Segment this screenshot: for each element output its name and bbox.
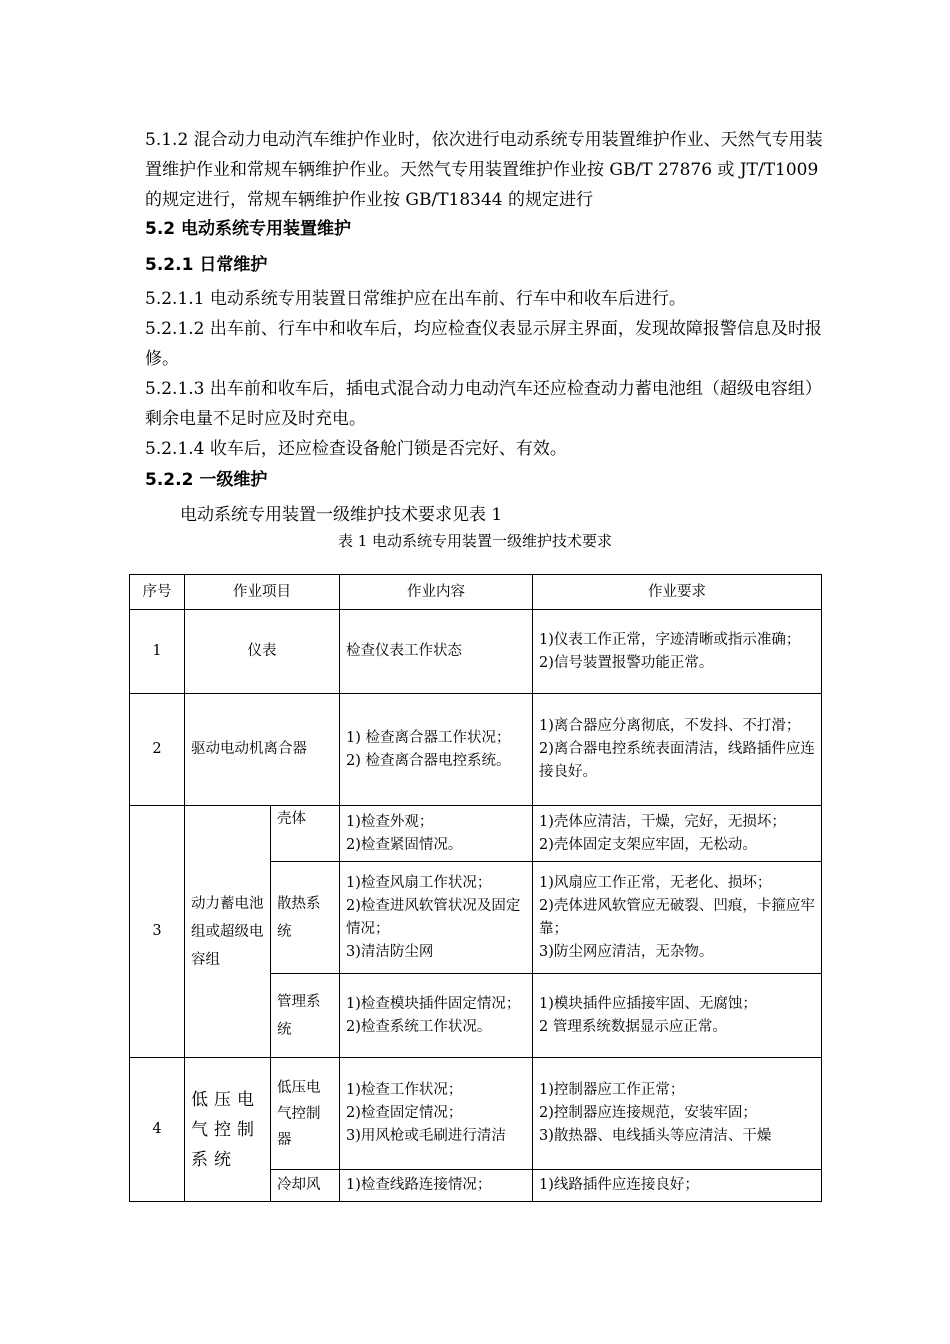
row-requirement: 1)壳体应清洁，干燥，完好，无损坏； 2)壳体固定支架应牢固，无松动。: [533, 806, 822, 862]
table-row: [130, 610, 822, 694]
row-item: 低压电气控制系统: [185, 1058, 271, 1202]
maintenance-table: [129, 574, 822, 1202]
row-content: 1)检查外观； 2)检查紧固情况。: [340, 806, 533, 862]
row-content: 1) 检查离合器工作状况； 2) 检查离合器电控系统。: [340, 694, 533, 806]
row-item: 仪表: [185, 610, 340, 694]
paragraph-5-1-2: 5.1.2 混合动力电动汽车维护作业时，依次进行电动系统专用装置维护作业、天然气专用装置维护作业和常规车辆维护作业。天然气专用装置维护作业按 GB/T 27876 或 JT/T1009 的规定进行，常规车辆维护作业按 GB/T18344 的规定进行: [145, 130, 823, 210]
row-requirement: 1)控制器应工作正常； 2)控制器应连接规范，安装牢固； 3)散热器、电线插头等应清洁、干燥: [533, 1058, 822, 1170]
row-requirement: 1)离合器应分离彻底，不发抖、不打滑； 2)离合器电控系统表面清洁，线路插件应连接良好。: [533, 694, 822, 806]
heading-5-2-2: 5.2.2 一级维护: [145, 470, 268, 490]
row-content: 1)检查模块插件固定情况； 2)检查系统工作状况。: [340, 974, 533, 1058]
row-no: 3: [130, 806, 185, 1058]
table-header-row: [130, 575, 822, 610]
row-no: 4: [130, 1058, 185, 1202]
header-item: 作业项目: [185, 575, 340, 610]
paragraph-5-2-1-4: 5.2.1.4 收车后，还应检查设备舱门锁是否完好、有效。: [145, 439, 567, 459]
row-item: 驱动电动机离合器: [185, 694, 340, 806]
paragraph-5-2-1-1: 5.2.1.1 电动系统专用装置日常维护应在出车前、行车中和收车后进行。: [145, 289, 686, 309]
paragraph-5-2-1-2: 5.2.1.2 出车前、行车中和收车后，均应检查仪表显示屏主界面，发现故障报警信息及时报修。: [145, 319, 822, 369]
row-subitem: 冷却风: [271, 1170, 340, 1202]
row-requirement: 1)仪表工作正常，字迹清晰或指示准确； 2)信号装置报警功能正常。: [533, 610, 822, 694]
table-row: [130, 806, 822, 862]
row-requirement: 1)模块插件应插接牢固、无腐蚀； 2 管理系统数据显示应正常。: [533, 974, 822, 1058]
header-content: 作业内容: [340, 575, 533, 610]
header-requirement: 作业要求: [533, 575, 822, 610]
header-no: 序号: [130, 575, 185, 610]
table-caption: 表 1 电动系统专用装置一级维护技术要求: [337, 532, 613, 550]
row-content: 检查仪表工作状态: [340, 610, 533, 694]
row-subitem: 壳体: [271, 806, 340, 862]
row-requirement: 1)风扇应工作正常，无老化、损坏； 2)壳体进风软管应无破裂、凹痕，卡箍应牢靠； 3)防尘网应清洁，无杂物。: [533, 862, 822, 974]
paragraph-5-2-1-3: 5.2.1.3 出车前和收车后，插电式混合动力电动汽车还应检查动力蓄电池组（超级电容组）剩余电量不足时应及时充电。: [145, 379, 822, 429]
row-content: 1)检查线路连接情况；: [340, 1170, 533, 1202]
table-row: [130, 694, 822, 806]
row-item: 动力蓄电池组或超级电容组: [185, 806, 271, 1058]
table-row: [130, 1058, 822, 1170]
heading-5-2: 5.2 电动系统专用装置维护: [145, 219, 352, 239]
row-subitem: 管理系统: [271, 974, 340, 1058]
heading-5-2-1: 5.2.1 日常维护: [145, 255, 268, 275]
row-requirement: 1)线路插件应连接良好；: [533, 1170, 822, 1202]
row-no: 1: [130, 610, 185, 694]
row-content: 1)检查工作状况； 2)检查固定情况； 3)用风枪或毛刷进行清洁: [340, 1058, 533, 1170]
row-content: 1)检查风扇工作状况； 2)检查进风软管状况及固定情况； 3)清洁防尘网: [340, 862, 533, 974]
paragraph-table-ref: 电动系统专用装置一级维护技术要求见表 1: [180, 505, 503, 525]
row-no: 2: [130, 694, 185, 806]
row-subitem: 散热系统: [271, 862, 340, 974]
row-subitem: 低压电气控制器: [271, 1058, 340, 1170]
